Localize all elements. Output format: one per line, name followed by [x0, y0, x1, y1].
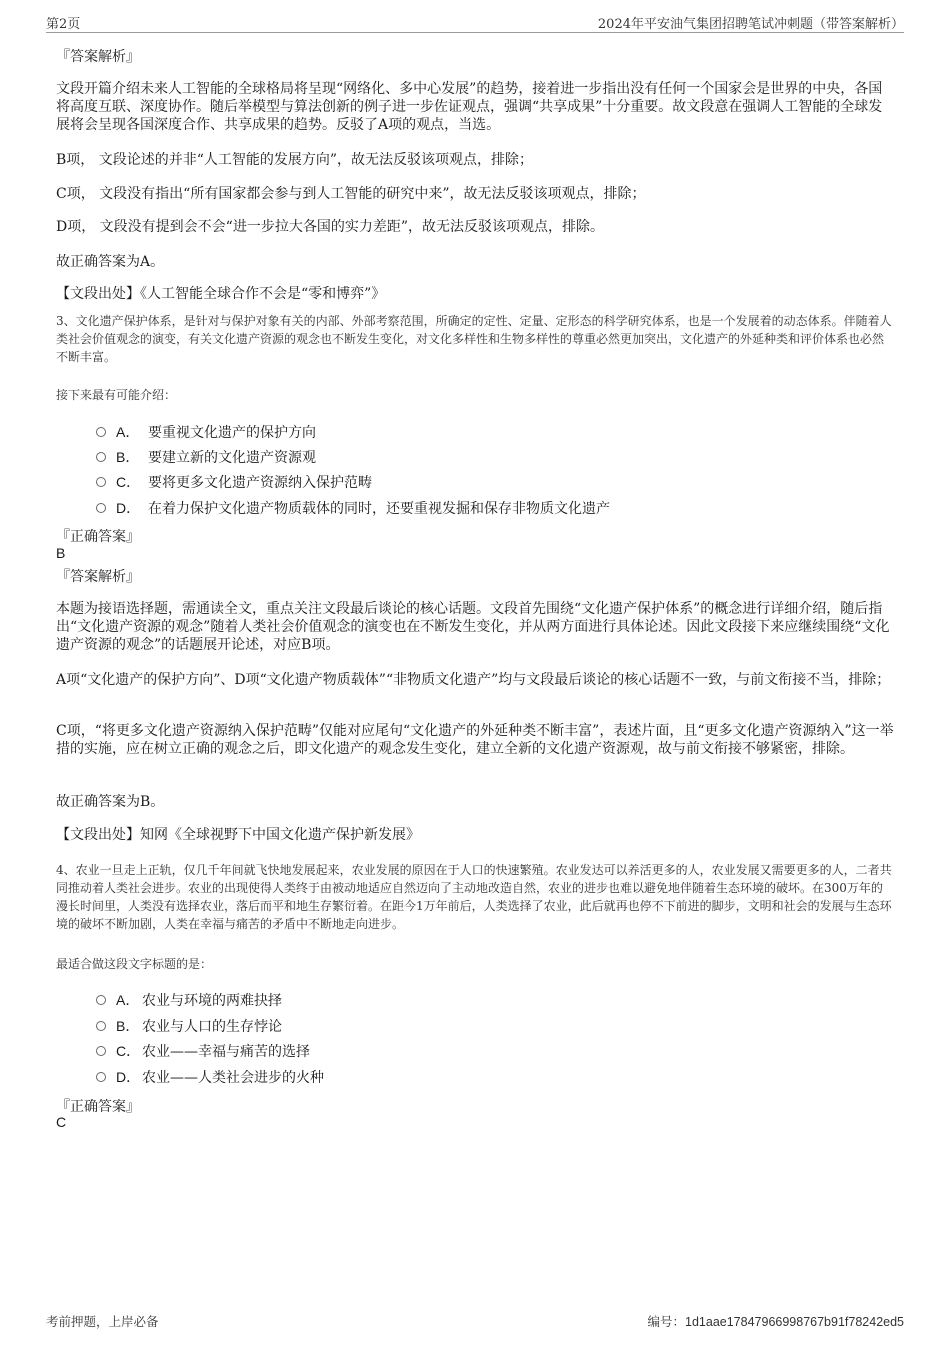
radio-icon[interactable] [96, 1021, 106, 1031]
page-number: 第2页 [46, 16, 81, 32]
correct-answer-label: 『正确答案』 [56, 1099, 140, 1115]
page-footer [46, 1312, 904, 1330]
document-code: 编号：1d1aae17847966998767b91f78242ed5 [647, 1314, 904, 1329]
radio-icon[interactable] [96, 1072, 106, 1082]
radio-icon[interactable] [96, 503, 106, 513]
analysis-paragraph: 本题为接语选择题，需通读全文，重点关注文段最后谈论的核心话题。文段首先围绕“文化遗产保护体系”的概念进行详细介绍，随后指出“文化遗产资源的观念”随着人类社会价值观念的演变也在不断发生变化，并从两方面进行具体论述。因此文段接下来应继续围绕“文化遗产资源的观念”的话题展开论述，对应B项。 [56, 601, 890, 653]
radio-icon[interactable] [96, 995, 106, 1005]
analysis-label: 『答案解析』 [56, 49, 140, 65]
analysis-option-c: C项， 文段没有指出“所有国家都会参与到人工智能的研究中来”，故无法反驳该项观点，排除； [56, 186, 646, 202]
question-3-option-d[interactable]: D． 在着力保护文化遗产物质载体的同时，还要重视发掘和保存非物质文化遗产 [96, 498, 610, 518]
analysis-option-d: D项， 文段没有提到会不会“进一步拉大各国的实力差距”，故无法反驳该项观点，排除。 [56, 219, 604, 235]
document-title: 2024年平安油气集团招聘笔试冲刺题（带答案解析） [597, 16, 904, 32]
analysis-paragraph: A项“文化遗产的保护方向”、D项“文化遗产物质载体”“非物质文化遗产”均与文段最后谈论的核心话题不一致，与前文衔接不当，排除； [56, 672, 891, 688]
correct-answer: C [56, 1114, 67, 1130]
question-3-text: 3、文化遗产保护体系，是针对与保护对象有关的内部、外部考察范围，所确定的定性、定量、定形态的科学研究体系，也是一个发展着的动态体系。伴随着人类社会价值观念的演变，有关文化遗产资源的观念也不断发生变化，对文化多样性和生物多样性的尊重必然更加突出，文化遗产的外延种类和评价体系也必然不断丰富。 [56, 314, 892, 364]
question-4-text: 4、农业一旦走上正轨，仅几千年间就飞快地发展起来，农业发展的原因在于人口的快速繁殖。农业发达可以养活更多的人，农业发展又需要更多的人，二者共同推动着人类社会进步。农业的出现使得人类终于由被动地适应自然迈向了主动地改造自然，农业的进步也难以避免地伴随着生态环境的破坏。在300万年的漫长时间里，人类没有选择农业，落后而平和地生存繁衍着。在距今1万年前后，人类选择了农业，此后就再也停不下前进的脚步，文明和社会的发展与生态环境的破坏不断加剧，人类在幸福与痛苦的矛盾中不断地走向进步。 [56, 863, 892, 931]
question-3-prompt: 接下来最有可能介绍： [56, 388, 177, 402]
question-3-option-a[interactable]: A． 要重视文化遗产的保护方向 [96, 422, 316, 442]
source-citation: 【文段出处】《人工智能全球合作不会是“零和博弈”》 [56, 286, 386, 302]
question-4-option-b[interactable]: B． 农业与人口的生存悖论 [96, 1016, 282, 1036]
question-4-option-d[interactable]: D． 农业——人类社会进步的火种 [96, 1067, 324, 1087]
analysis-paragraph: 文段开篇介绍未来人工智能的全球格局将呈现“网络化、多中心发展”的趋势，接着进一步指出没有任何一个国家会是世界的中央，各国将高度互联、深度协作。随后举模型与算法创新的例子进一步佐证观点，强调“共享成果”十分重要。故文段意在强调人工智能的全球发展将会呈现各国深度合作、共享成果的趋势。反驳了A项的观点，当选。 [56, 81, 883, 133]
radio-icon[interactable] [96, 477, 106, 487]
radio-icon[interactable] [96, 427, 106, 437]
correct-answer-label: 『正确答案』 [56, 529, 140, 545]
radio-icon[interactable] [96, 452, 106, 462]
analysis-option-b: B项， 文段论述的并非“人工智能的发展方向”，故无法反驳该项观点，排除； [56, 152, 534, 168]
radio-icon[interactable] [96, 1046, 106, 1056]
source-citation: 【文段出处】知网《全球视野下中国文化遗产保护新发展》 [56, 827, 420, 843]
correct-answer: B [56, 545, 66, 561]
question-3-option-b[interactable]: B． 要建立新的文化遗产资源观 [96, 447, 316, 467]
answer-conclusion: 故正确答案为A。 [56, 254, 165, 270]
answer-conclusion: 故正确答案为B。 [56, 794, 165, 810]
analysis-paragraph: C项，“将更多文化遗产资源纳入保护范畴”仅能对应尾句“文化遗产的外延种类不断丰富”，表述片面，且“更多文化遗产资源纳入”这一举措的实施，应在树立正确的观念之后，即文化遗产的观念发生变化，建立全新的文化遗产资源观，故与前文衔接不够紧密，排除。 [56, 723, 894, 757]
footer-slogan: 考前押题，上岸必备 [46, 1314, 159, 1329]
question-3-option-c[interactable]: C． 要将更多文化遗产资源纳入保护范畴 [96, 472, 372, 492]
analysis-label: 『答案解析』 [56, 569, 140, 585]
question-4-prompt: 最适合做这段文字标题的是： [56, 957, 213, 971]
question-4-option-c[interactable]: C． 农业——幸福与痛苦的选择 [96, 1041, 310, 1061]
page-header [46, 12, 904, 33]
question-4-option-a[interactable]: A． 农业与环境的两难抉择 [96, 990, 282, 1010]
